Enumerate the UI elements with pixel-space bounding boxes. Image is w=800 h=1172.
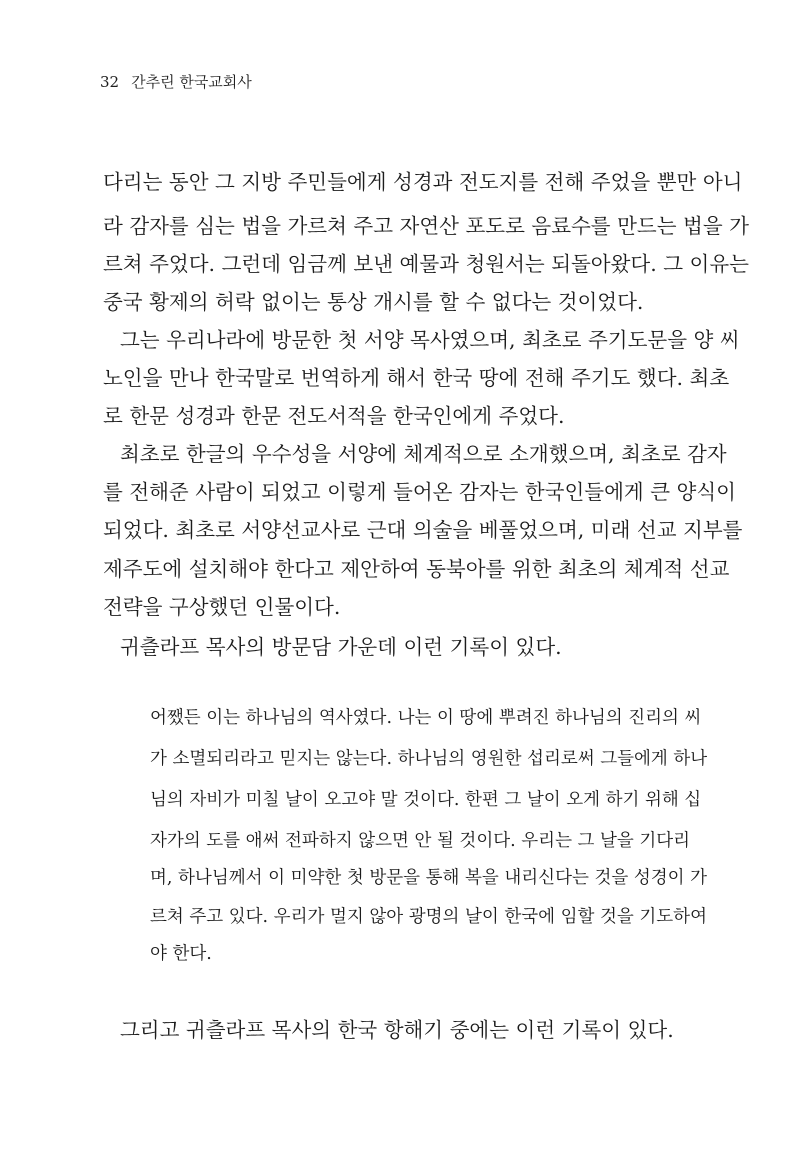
text-line: 라 감자를 심는 법을 가르쳐 주고 자연산 포도로 음료수를 만드는 법을 가	[103, 214, 749, 238]
quote-line: 며, 하나님께서 이 미약한 첫 방문을 통해 복을 내리신다는 것을 성경이 가	[150, 868, 707, 888]
quote-line: 야 한다.	[150, 944, 212, 964]
text-line: 되었다. 최초로 서양선교사로 근대 의술을 베풀었으며, 미래 선교 지부를	[103, 518, 743, 542]
quote-line: 어쨌든 이는 하나님의 역사였다. 나는 이 땅에 뿌려진 하나님의 진리의 씨	[150, 708, 702, 728]
text-line: 로 한문 성경과 한문 전도서적을 한국인에게 주었다.	[103, 404, 565, 428]
text-line: 제주도에 설치해야 한다고 제안하여 동북아를 위한 최초의 체계적 선교	[103, 557, 730, 581]
text-line: 그리고 귀츨라프 목사의 한국 항해기 중에는 이런 기록이 있다.	[120, 1018, 674, 1042]
text-line: 를 전해준 사람이 되었고 이렇게 들어온 감자는 한국인들에게 큰 양식이	[103, 480, 736, 504]
quote-line: 자가의 도를 애써 전파하지 않으면 안 될 것이다. 우리는 그 날을 기다리	[150, 831, 691, 851]
text-line: 그는 우리나라에 방문한 첫 서양 목사였으며, 최초로 주기도문을 양 씨	[120, 328, 740, 352]
quote-line: 르쳐 주고 있다. 우리가 멀지 않아 광명의 날이 한국에 임할 것을 기도하여	[150, 907, 707, 927]
book-title: 간추린 한국교회사	[131, 73, 252, 91]
quote-line: 가 소멸되리라고 믿지는 않는다. 하나님의 영원한 섭리로써 그들에게 하나	[150, 749, 708, 769]
page-number: 32	[100, 73, 120, 91]
text-line: 귀츨라프 목사의 방문담 가운데 이런 기록이 있다.	[120, 635, 562, 659]
text-line: 다리는 동안 그 지방 주민들에게 성경과 전도지를 전해 주었을 뿐만 아니	[103, 170, 743, 194]
text-line: 전략을 구상했던 인물이다.	[103, 595, 341, 619]
text-line: 중국 황제의 허락 없이는 통상 개시를 할 수 없다는 것이었다.	[103, 290, 644, 314]
running-header	[100, 72, 252, 92]
text-line: 르쳐 주었다. 그런데 임금께 보낸 예물과 청원서는 되돌아왔다. 그 이유는	[103, 252, 749, 276]
text-line: 최초로 한글의 우수성을 서양에 체계적으로 소개했으며, 최초로 감자	[120, 442, 727, 466]
quote-line: 님의 자비가 미칠 날이 오고야 말 것이다. 한편 그 날이 오게 하기 위해 십	[150, 790, 702, 810]
text-line: 노인을 만나 한국말로 번역하게 해서 한국 땅에 전해 주기도 했다. 최초	[103, 366, 730, 390]
